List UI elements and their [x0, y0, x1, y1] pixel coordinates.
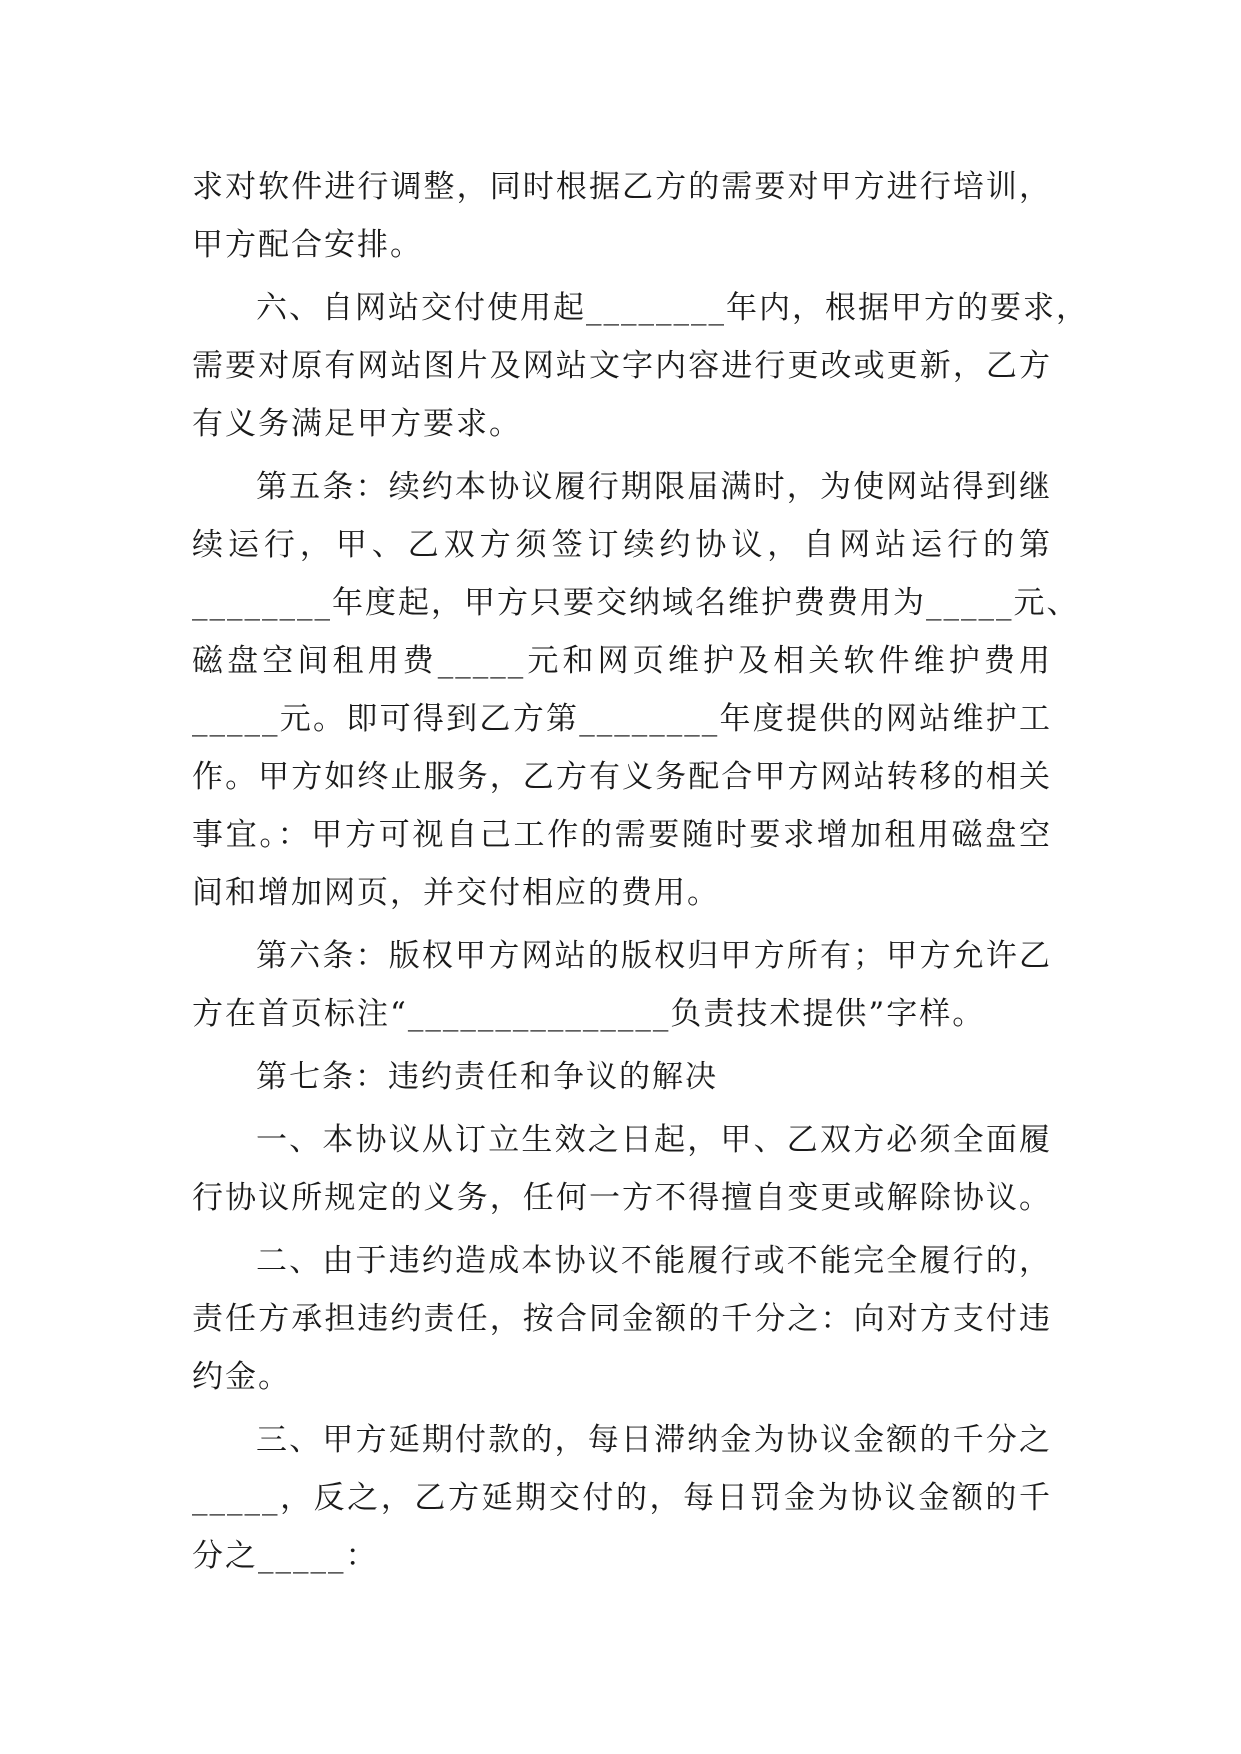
text-line: 三、甲方延期付款的，每日滞纳金为协议金额的千分之	[256, 1422, 1052, 1458]
text-line: _____，反之，乙方延期交付的，每日罚金为协议金额的千	[192, 1480, 1052, 1516]
text-line: 作。甲方如终止服务，乙方有义务配合甲方网站转移的相关	[192, 759, 1052, 795]
text-line: 磁盘空间租用费_____元和网页维护及相关软件维护费用	[192, 643, 1052, 679]
text-line: _____元。即可得到乙方第________年度提供的网站维护工	[192, 701, 1052, 737]
text-line: 方在首页标注“_______________负责技术提供”字样。	[192, 996, 986, 1032]
text-line: 责任方承担违约责任，按合同金额的千分之：向对方支付违	[192, 1301, 1052, 1337]
text-line: 求对软件进行调整，同时根据乙方的需要对甲方进行培训，	[192, 169, 1052, 205]
text-line: 甲方配合安排。	[192, 227, 423, 263]
text-line: 分之_____：	[192, 1538, 379, 1574]
text-line: 需要对原有网站图片及网站文字内容进行更改或更新，乙方	[192, 348, 1052, 384]
document-body	[192, 158, 1089, 1585]
text-line: 六、自网站交付使用起________年内，根据甲方的要求，	[256, 290, 1089, 326]
text-line: ________年度起，甲方只要交纳域名维护费费用为_____元、	[192, 585, 1080, 621]
text-line: 行协议所规定的义务，任何一方不得擅自变更或解除协议。	[192, 1180, 1052, 1216]
text-line: 第五条：续约本协议履行期限届满时，为使网站得到继	[256, 469, 1052, 505]
section-heading: 第七条：违约责任和争议的解决	[256, 1059, 718, 1095]
text-line: 二、由于违约造成本协议不能履行或不能完全履行的，	[256, 1243, 1052, 1279]
text-line: 事宜。：甲方可视自己工作的需要随时要求增加租用磁盘空	[192, 817, 1052, 853]
text-line: 有义务满足甲方要求。	[192, 406, 522, 442]
text-line: 续运行，甲、乙双方须签订续约协议，自网站运行的第	[192, 527, 1052, 563]
text-line: 一、本协议从订立生效之日起，甲、乙双方必须全面履	[256, 1122, 1052, 1158]
text-line: 约金。	[192, 1359, 291, 1395]
text-line: 第六条：版权甲方网站的版权归甲方所有；甲方允许乙	[256, 938, 1052, 974]
text-line: 间和增加网页，并交付相应的费用。	[192, 875, 720, 911]
